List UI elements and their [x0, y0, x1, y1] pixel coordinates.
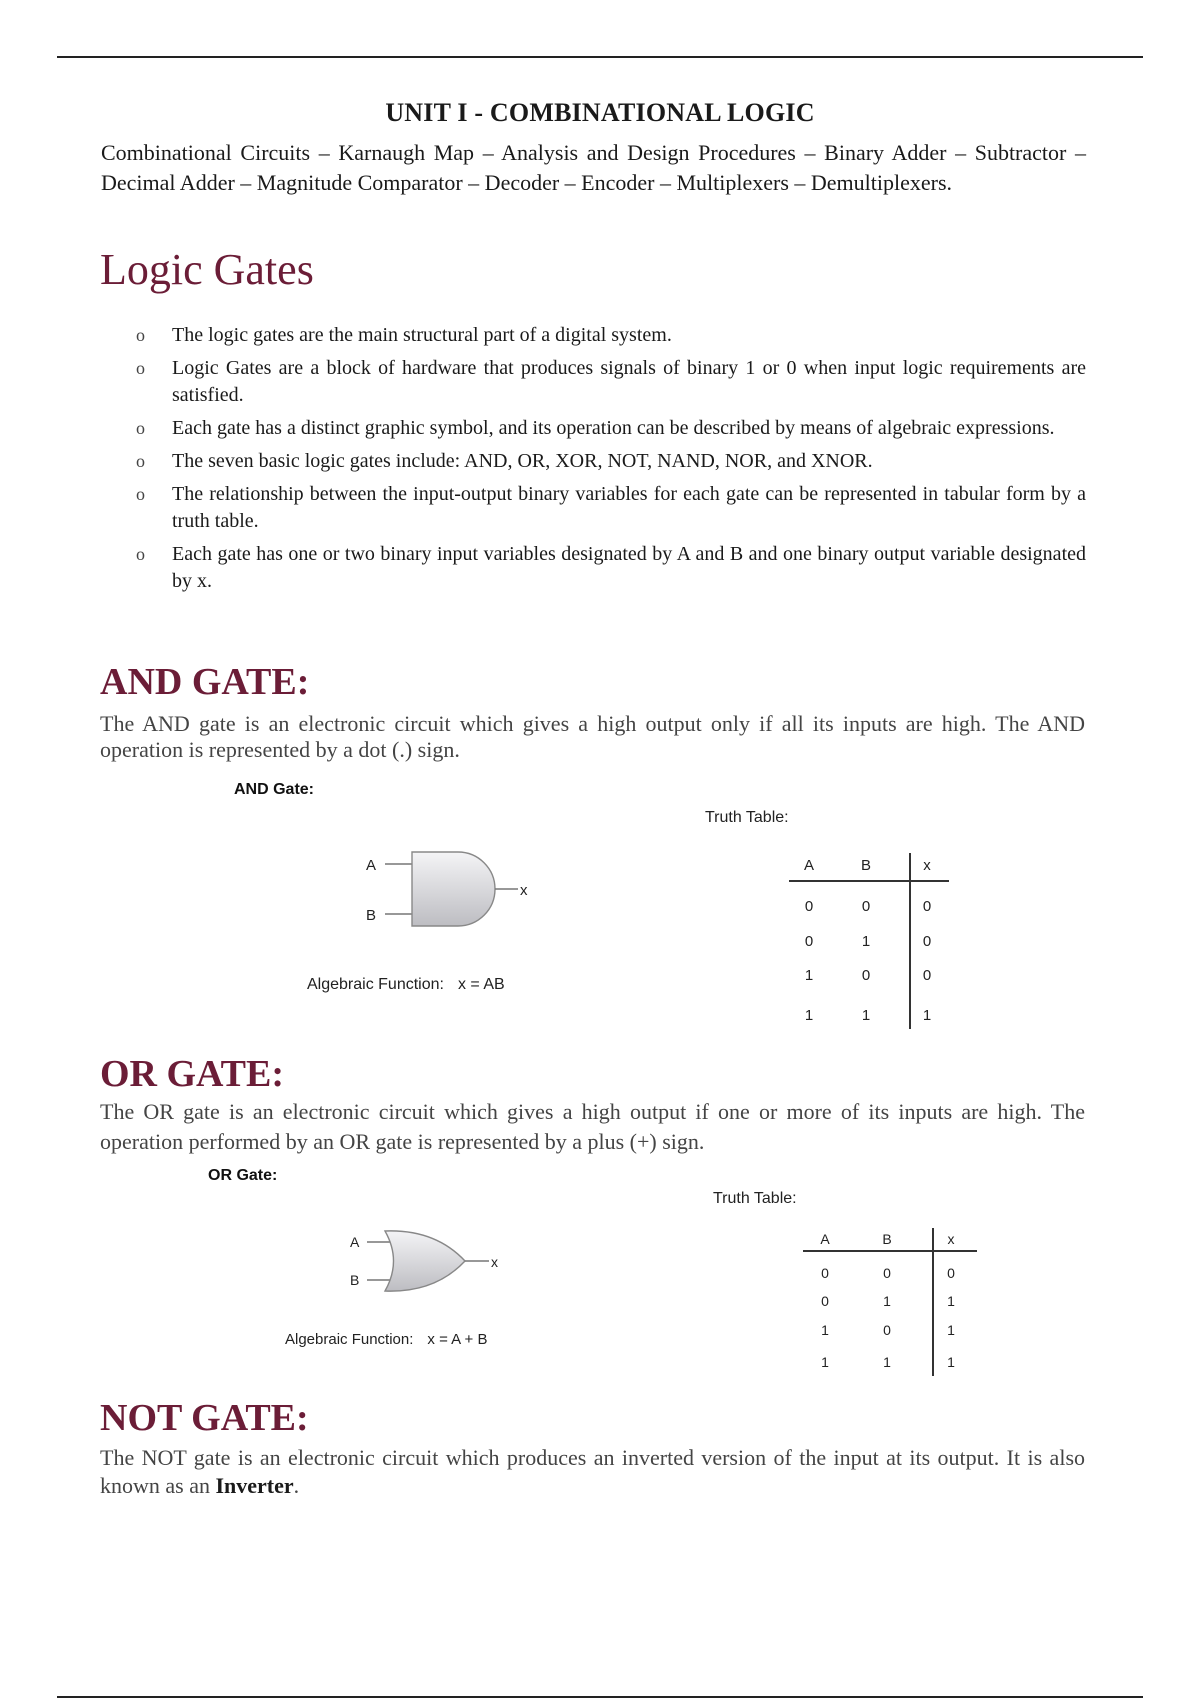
- bullet-circle-icon: o: [136, 325, 145, 345]
- unit-title: UNIT I - COMBINATIONAL LOGIC: [385, 98, 815, 127]
- and-tt-column-rule: [909, 853, 911, 1029]
- table-cell: 1: [883, 1354, 891, 1370]
- table-cell: 1: [821, 1354, 829, 1370]
- or-tt-header: B: [882, 1231, 892, 1247]
- and-gate-body: [412, 852, 495, 926]
- or-input-b-label: B: [350, 1272, 360, 1288]
- syllabus-text: Combinational Circuits – Karnaugh Map – Analysis and Design Procedures – Binary Adder – Subtractor – Decimal Adder – Magnitude Comparator – Decoder – Encoder – Multiplexers – Demultiplexers.: [101, 140, 1086, 195]
- inverter-term: Inverter: [215, 1473, 294, 1498]
- or-gate-figure-label: OR Gate:: [208, 1167, 278, 1184]
- table-cell: 0: [821, 1293, 829, 1309]
- and-algebraic-label: Algebraic Function:: [307, 976, 444, 993]
- or-gate-symbol: [340, 1225, 520, 1300]
- table-cell: 1: [883, 1293, 891, 1309]
- and-tt-header: B: [860, 857, 871, 874]
- table-cell: 0: [861, 967, 871, 984]
- or-algebraic-expression: x = A + B: [427, 1331, 488, 1348]
- bullet-circle-icon: o: [136, 544, 145, 564]
- table-cell: 0: [861, 898, 871, 915]
- or-gate-description: The OR gate is an electronic circuit which gives a high output if one or more of its inputs are high. The operation performed by an OR gate is represented by a plus (+) sign.: [100, 1099, 1085, 1154]
- bullet-circle-icon: o: [136, 451, 145, 471]
- table-cell: 1: [861, 933, 871, 950]
- table-cell: 1: [861, 1007, 871, 1024]
- and-gate-symbol: [350, 845, 550, 935]
- table-cell: 0: [922, 898, 932, 915]
- and-algebraic-function: [307, 976, 505, 994]
- bullet-circle-icon: o: [136, 358, 145, 378]
- or-input-a-label: A: [350, 1234, 360, 1250]
- and-gate-description: The AND gate is an electronic circuit which gives a high output only if all its inputs are high. The AND operation is represented by a dot (.) sign.: [100, 711, 1085, 762]
- or-gate-heading: OR GATE:: [100, 1053, 285, 1095]
- or-gate-body: [385, 1231, 465, 1291]
- table-cell: 0: [922, 967, 932, 984]
- and-input-b-label: B: [366, 907, 377, 924]
- and-input-a-label: A: [366, 857, 377, 874]
- logic-gates-heading: Logic Gates: [100, 245, 314, 294]
- list-item: o Logic Gates are a block of hardware that produces signals of binary 1 or 0 when input logic requirements are satisfied.: [136, 357, 1086, 406]
- and-algebraic-expression: x = AB: [457, 976, 505, 993]
- top-rule: [57, 56, 1143, 58]
- or-algebraic-function: [285, 1331, 487, 1348]
- table-cell: 1: [821, 1322, 829, 1338]
- table-cell: 0: [883, 1265, 891, 1281]
- or-tt-header: A: [820, 1231, 830, 1247]
- table-cell: 1: [947, 1293, 955, 1309]
- and-tt-header-rule: [789, 880, 949, 882]
- and-tt-header: A: [803, 857, 814, 874]
- or-tt-column-rule: [932, 1228, 934, 1376]
- table-cell: 0: [804, 933, 814, 950]
- table-cell: 1: [804, 967, 814, 984]
- and-tt-header: x: [923, 857, 931, 874]
- bullet-circle-icon: o: [136, 418, 145, 438]
- or-truth-table: [800, 1228, 980, 1378]
- table-cell: 0: [821, 1265, 829, 1281]
- not-gate-heading: NOT GATE:: [100, 1397, 309, 1439]
- and-truth-table-label: Truth Table:: [705, 809, 789, 826]
- and-gate-heading: AND GATE:: [100, 661, 310, 703]
- and-output-label: x: [520, 882, 528, 899]
- table-cell: 1: [922, 1007, 932, 1024]
- table-cell: 1: [804, 1007, 814, 1024]
- table-cell: 1: [947, 1322, 955, 1338]
- table-cell: 0: [804, 898, 814, 915]
- table-cell: 1: [947, 1354, 955, 1370]
- table-cell: 0: [947, 1265, 955, 1281]
- table-cell: 0: [922, 933, 932, 950]
- list-item: o Each gate has one or two binary input variables designated by A and B and one binary output variable designated by x.: [136, 543, 1086, 592]
- and-gate-figure-label: AND Gate:: [234, 781, 315, 798]
- table-cell: 0: [883, 1322, 891, 1338]
- or-tt-header: x: [947, 1231, 955, 1247]
- bottom-rule: [57, 1696, 1143, 1698]
- or-output-label: x: [491, 1254, 498, 1270]
- list-item: o The logic gates are the main structural part of a digital system.: [101, 322, 1086, 349]
- list-item: o The relationship between the input-output binary variables for each gate can be represented in tabular form by a truth table.: [136, 483, 1086, 532]
- or-truth-table-label: Truth Table:: [713, 1190, 797, 1207]
- list-item: o Each gate has a distinct graphic symbol, and its operation can be described by means of algebraic expressions.: [101, 415, 1086, 442]
- not-gate-description: The NOT gate is an electronic circuit which produces an inverted version of the input at its output. It is also known as an Inverter.: [100, 1445, 1085, 1498]
- or-tt-header-rule: [803, 1250, 977, 1252]
- logic-gates-bullet-list: [101, 322, 1086, 595]
- and-truth-table: [785, 853, 955, 1033]
- list-item: o The seven basic logic gates include: AND, OR, XOR, NOT, NAND, NOR, and XNOR.: [101, 448, 1086, 475]
- or-algebraic-label: Algebraic Function:: [285, 1331, 414, 1348]
- bullet-circle-icon: o: [136, 484, 145, 504]
